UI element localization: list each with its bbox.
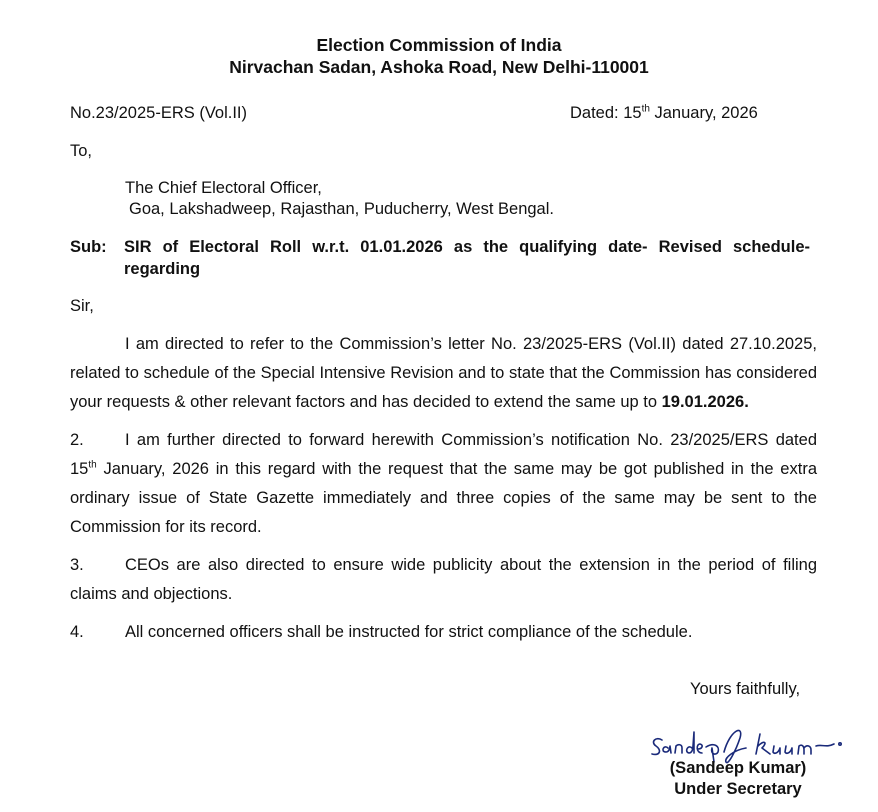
date-prefix: Dated: 15 [570, 104, 642, 122]
paragraph-2-text-a: I am further directed to forward herewith Commission’s notification No. 23/2025/ERS dated 15 [70, 431, 817, 478]
letterhead [0, 34, 878, 78]
subject-text: SIR of Electoral Roll w.r.t. 01.01.2026 as the qualifying date- Revised schedule-regarding [124, 238, 810, 278]
addressee-line-2: Goa, Lakshadweep, Rajasthan, Puducherry, West Bengal. [129, 200, 554, 218]
paragraph-1 [70, 330, 817, 417]
salutation: Sir, [70, 297, 94, 315]
letter-date [570, 103, 758, 123]
paragraph-3 [70, 551, 817, 609]
paragraph-1-bold-date: 19.01.2026. [661, 393, 749, 411]
paragraph-4-number: 4. [70, 623, 84, 641]
paragraph-2-text-b: January, 2026 in this regard with the request that the same may be got published in the extra ordinary issue of State Gazette immediately and three copies of the same may be sent to the Commission for its record. [70, 460, 817, 536]
paragraph-4 [70, 618, 817, 647]
signatory-name: (Sandeep Kumar) [669, 759, 807, 777]
paragraph-3-number: 3. [70, 556, 84, 574]
date-suffix: January, 2026 [649, 104, 758, 122]
addressee-line-1: The Chief Electoral Officer, [125, 179, 322, 197]
org-address: Nirvachan Sadan, Ashoka Road, New Delhi-110001 [229, 57, 649, 77]
org-name: Election Commission of India [316, 35, 562, 55]
paragraph-2-sup: th [88, 459, 97, 471]
reference-number: No.23/2025-ERS (Vol.II) [70, 104, 248, 122]
signatory-designation: Under Secretary [674, 780, 802, 798]
paragraph-2-number: 2. [70, 431, 84, 449]
to-label: To, [70, 142, 93, 160]
subject-label: Sub: [70, 238, 107, 256]
paragraph-2 [70, 426, 817, 542]
addressee [125, 178, 554, 220]
paragraph-3-text: CEOs are also directed to ensure wide publicity about the extension in the period of filing claims and objections. [70, 556, 817, 603]
paragraph-4-text: All concerned officers shall be instructed for strict compliance of the schedule. [125, 623, 693, 641]
date-sup: th [641, 103, 650, 115]
signatory-block [668, 758, 808, 800]
paragraph-1-text: I am directed to refer to the Commission’s letter No. 23/2025-ERS (Vol.II) dated 27.10.2025, related to schedule of the Special Intensive Revision and to state that the Commission has considered your requests & other relevant factors and has decided to extend the same up to [70, 335, 817, 411]
closing: Yours faithfully, [690, 680, 801, 698]
